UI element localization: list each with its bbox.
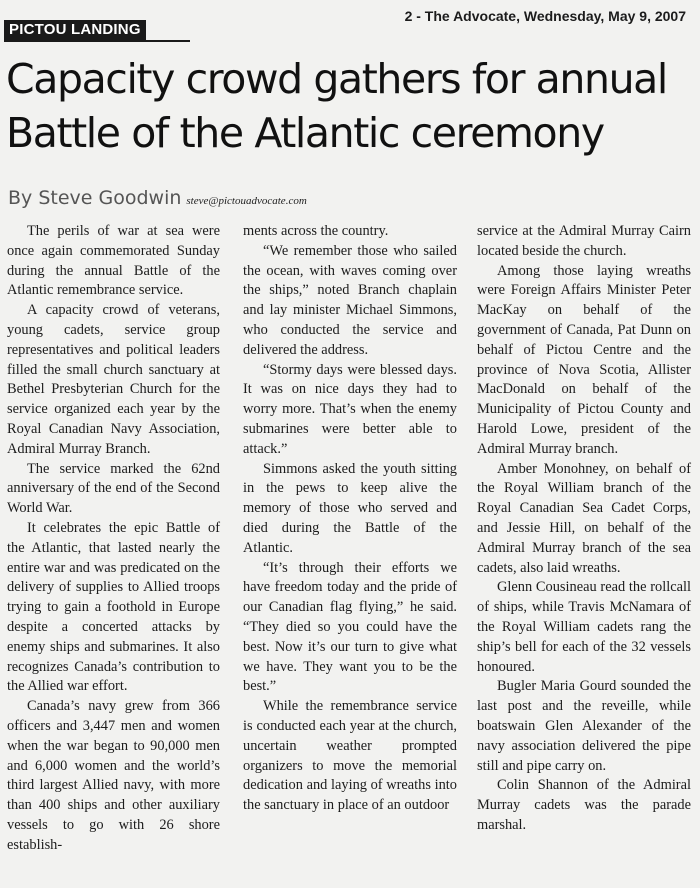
section-rule (4, 40, 190, 42)
article-column-3 (477, 222, 691, 836)
paragraph: Canada’s navy grew from 366 officers and 3,447 men and women when the war began to 90,000 men and 6,000 women and the world’s third largest Allied navy, with more than 400 ships and other auxiliary vessels to go with 26 shore establish- (7, 698, 220, 853)
paragraph: “Stormy days were blessed days. It was on nice days they had to worry more. That’s when the enemy submarines were better able to attack.” (243, 361, 457, 457)
section-label: PICTOU LANDING (4, 20, 146, 41)
article-column-1 (7, 222, 220, 856)
paragraph: Among those laying wreaths were Foreign Affairs Minister Peter MacKay on behalf of the government of Canada, Pat Dunn on behalf of Pictou Centre and the province of Nova Scotia, Allister MacDonald on behalf of the Municipality of Pictou County and Harold Lowe, president of the Admiral Murray branch. (477, 262, 691, 457)
paragraph: “It’s through their efforts we have freedom today and the pride of our Canadian flag flying,” he said. “They died so you could have the best. Now it’s our turn to give what we have. They want you to be the best.” (243, 559, 457, 695)
paragraph: Colin Shannon of the Admiral Murray cadets was the parade marshal. (477, 777, 691, 833)
byline (8, 187, 307, 209)
paragraph: A capacity crowd of veterans, young cadets, service group representatives and political leaders filled the small church sanctuary at Bethel Presbyterian Church for the service organized each year by the Royal Canadian Navy Association, Admiral Murray Branch. (7, 302, 220, 457)
paragraph: It celebrates the epic Battle of the Atlantic, that lasted nearly the entire war and was predicated on the delivery of supplies to Allied troops trying to gain a foothold in Europe despite a concerted attacks by enemy ships and submarines. It also recognizes Canada’s contribution to the Allied war effort. (7, 519, 220, 695)
paragraph: service at the Admiral Murray Cairn located beside the church. (477, 223, 691, 259)
paragraph: The service marked the 62nd anniversary of the end of the Second World War. (7, 460, 220, 517)
paragraph: “We remember those who sailed the ocean, with waves coming over the ships,” noted Branch chaplain and lay minister Michael Simmons, who conducted the service and delivered the address. (243, 242, 457, 358)
paragraph: Simmons asked the youth sitting in the pews to keep alive the memory of those who served and died during the Battle of the Atlantic. (243, 460, 457, 556)
article-column-2 (243, 222, 457, 816)
headline: Capacity crowd gathers for annual Battle of the Atlantic ceremony (6, 55, 667, 157)
paragraph: Bugler Maria Gourd sounded the last post and the reveille, while boatswain Glen Alexander of the navy association delivered the pipe still and pipe carry on. (477, 678, 691, 774)
paragraph: The perils of war at sea were once again commemorated Sunday during the annual Battle of the Atlantic remembrance service. (7, 223, 220, 299)
paragraph: While the remembrance service is conducted each year at the church, uncertain weather prompted organizers to move the memorial dedication and laying of wreaths into the sanctuary in place of an outdoor (243, 698, 457, 814)
byline-email: steve@pictouadvocate.com (186, 195, 307, 207)
paragraph: Amber Monohney, on behalf of the Royal William branch of the Royal Canadian Sea Cadet Corps, and Jessie Hill, on behalf of the Admiral Murray branch of the sea cadets, also laid wreaths. (477, 460, 691, 576)
page-folio: 2 - The Advocate, Wednesday, May 9, 2007 (404, 8, 686, 24)
paragraph: Glenn Cousineau read the rollcall of ships, while Travis McNamara of the Royal William cadets rang the ship’s bell for each of the 32 vessels honoured. (477, 579, 691, 675)
paragraph: ments across the country. (243, 223, 389, 239)
byline-author: By Steve Goodwin (8, 187, 182, 209)
